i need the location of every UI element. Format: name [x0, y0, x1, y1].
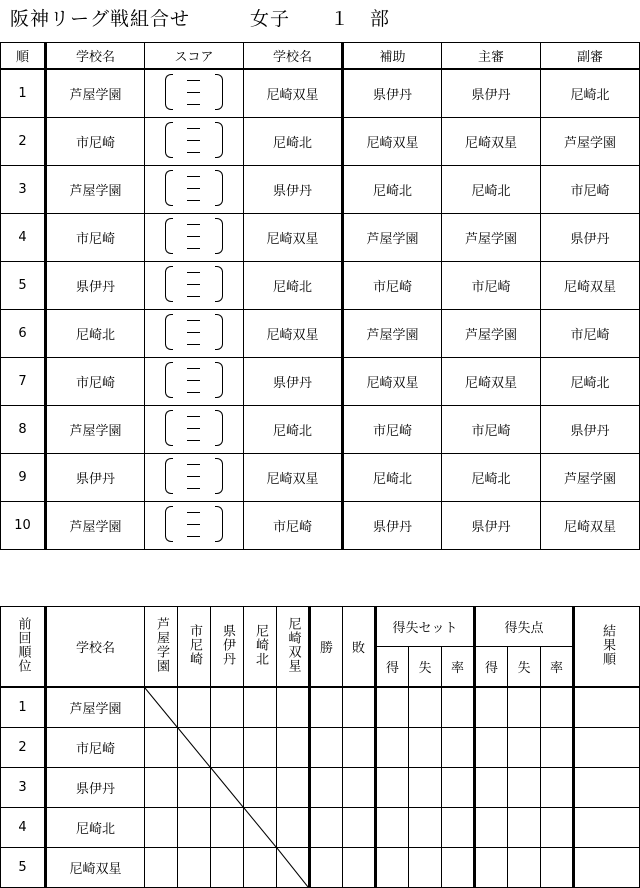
result-cell	[145, 768, 178, 808]
previous-rank: 2	[1, 728, 46, 768]
referee-team: 市尼崎	[442, 406, 541, 454]
result-cell	[277, 808, 310, 848]
wins-cell	[310, 848, 343, 888]
score-brackets	[165, 409, 223, 447]
score-cell	[145, 406, 244, 454]
table-row	[1, 310, 640, 358]
header-set-against: 失	[409, 647, 442, 688]
header-point-for: 得	[475, 647, 508, 688]
header-order: 順	[1, 43, 46, 70]
sub-referee-team: 尼崎北	[541, 69, 640, 118]
school-a: 市尼崎	[46, 214, 145, 262]
header-set-for: 得	[376, 647, 409, 688]
score-cell	[145, 214, 244, 262]
header-school-b: 学校名	[244, 43, 343, 70]
school-a: 尼崎北	[46, 310, 145, 358]
score-brackets	[165, 265, 223, 303]
referee-team: 県伊丹	[442, 502, 541, 550]
table-row	[1, 502, 640, 550]
aux-team: 芦屋学園	[343, 310, 442, 358]
aux-team: 尼崎北	[343, 166, 442, 214]
aux-team: 県伊丹	[343, 69, 442, 118]
table-row	[1, 69, 640, 118]
school-a: 市尼崎	[46, 358, 145, 406]
set-for-cell	[376, 848, 409, 888]
sub-referee-team: 尼崎双星	[541, 262, 640, 310]
score-cell	[145, 310, 244, 358]
point-against-cell	[508, 808, 541, 848]
score-brackets	[165, 217, 223, 255]
aux-team: 尼崎双星	[343, 358, 442, 406]
point-against-cell	[508, 687, 541, 728]
header-aux: 補助	[343, 43, 442, 70]
school-name: 県伊丹	[46, 768, 145, 808]
set-for-cell	[376, 728, 409, 768]
school-name: 市尼崎	[46, 728, 145, 768]
point-ratio-cell	[541, 728, 574, 768]
standings-row	[1, 808, 640, 848]
page-title: 阪神リーグ戦組合せ 女子 １ 部	[10, 8, 391, 30]
sub-referee-team: 県伊丹	[541, 406, 640, 454]
result-cell	[211, 808, 244, 848]
result-cell	[145, 848, 178, 888]
school-b: 市尼崎	[244, 502, 343, 550]
score-brackets	[165, 169, 223, 207]
set-against-cell	[409, 687, 442, 728]
school-a: 市尼崎	[46, 118, 145, 166]
point-ratio-cell	[541, 808, 574, 848]
point-for-cell	[475, 848, 508, 888]
header-opp-1: 市尼崎	[178, 607, 211, 688]
school-b: 尼崎双星	[244, 214, 343, 262]
header-referee: 主審	[442, 43, 541, 70]
school-b: 尼崎北	[244, 262, 343, 310]
result-cell	[211, 687, 244, 728]
score-brackets	[165, 73, 223, 111]
header-opp-2: 県伊丹	[211, 607, 244, 688]
set-against-cell	[409, 768, 442, 808]
score-cell	[145, 166, 244, 214]
standings-row	[1, 848, 640, 888]
result-cell	[178, 808, 211, 848]
result-cell	[178, 768, 211, 808]
table-row	[1, 406, 640, 454]
result-cell	[145, 808, 178, 848]
previous-rank: 3	[1, 768, 46, 808]
referee-team: 芦屋学園	[442, 310, 541, 358]
school-b: 尼崎北	[244, 406, 343, 454]
school-b: 尼崎双星	[244, 310, 343, 358]
aux-team: 尼崎双星	[343, 118, 442, 166]
wins-cell	[310, 728, 343, 768]
wins-cell	[310, 808, 343, 848]
match-number: 8	[1, 406, 46, 454]
header-opp-0: 芦屋学園	[145, 607, 178, 688]
sub-referee-team: 芦屋学園	[541, 118, 640, 166]
final-rank-cell	[574, 728, 640, 768]
match-number: 4	[1, 214, 46, 262]
result-cell	[244, 728, 277, 768]
wins-cell	[310, 687, 343, 728]
final-rank-cell	[574, 687, 640, 728]
score-brackets	[165, 313, 223, 351]
school-a: 県伊丹	[46, 262, 145, 310]
point-ratio-cell	[541, 848, 574, 888]
match-number: 3	[1, 166, 46, 214]
header-point-diff: 得失点	[475, 607, 574, 647]
school-b: 尼崎北	[244, 118, 343, 166]
self-match-cell	[244, 808, 277, 848]
table-row	[1, 166, 640, 214]
set-for-cell	[376, 687, 409, 728]
score-brackets	[165, 361, 223, 399]
score-brackets	[165, 505, 223, 543]
referee-team: 市尼崎	[442, 262, 541, 310]
sub-referee-team: 芦屋学園	[541, 454, 640, 502]
referee-team: 尼崎北	[442, 166, 541, 214]
header-score: スコア	[145, 43, 244, 70]
sub-referee-team: 県伊丹	[541, 214, 640, 262]
point-ratio-cell	[541, 768, 574, 808]
result-cell	[178, 848, 211, 888]
header-point-against: 失	[508, 647, 541, 688]
header-previous-rank: 前回順位	[1, 607, 46, 688]
match-number: 7	[1, 358, 46, 406]
standings-row	[1, 728, 640, 768]
self-match-cell	[178, 728, 211, 768]
standings-row	[1, 768, 640, 808]
schedule-header-row	[1, 43, 640, 70]
aux-team: 尼崎北	[343, 454, 442, 502]
set-against-cell	[409, 848, 442, 888]
school-b: 県伊丹	[244, 358, 343, 406]
result-cell	[277, 687, 310, 728]
header-point-ratio: 率	[541, 647, 574, 688]
school-a: 芦屋学園	[46, 69, 145, 118]
match-number: 9	[1, 454, 46, 502]
wins-cell	[310, 768, 343, 808]
result-cell	[244, 768, 277, 808]
point-for-cell	[475, 808, 508, 848]
set-ratio-cell	[442, 848, 475, 888]
header-result: 結果順	[574, 607, 640, 688]
losses-cell	[343, 768, 376, 808]
table-row	[1, 214, 640, 262]
point-against-cell	[508, 728, 541, 768]
final-rank-cell	[574, 848, 640, 888]
header-school: 学校名	[46, 607, 145, 688]
self-match-cell	[277, 848, 310, 888]
aux-team: 芦屋学園	[343, 214, 442, 262]
table-row	[1, 118, 640, 166]
table-row	[1, 454, 640, 502]
set-ratio-cell	[442, 687, 475, 728]
aux-team: 県伊丹	[343, 502, 442, 550]
header-loss: 敗	[343, 607, 376, 688]
losses-cell	[343, 848, 376, 888]
result-cell	[211, 848, 244, 888]
aux-team: 市尼崎	[343, 262, 442, 310]
sub-referee-team: 市尼崎	[541, 310, 640, 358]
aux-team: 市尼崎	[343, 406, 442, 454]
school-a: 芦屋学園	[46, 166, 145, 214]
header-set-diff: 得失セット	[376, 607, 475, 647]
table-row	[1, 262, 640, 310]
match-number: 10	[1, 502, 46, 550]
point-for-cell	[475, 687, 508, 728]
point-for-cell	[475, 728, 508, 768]
school-a: 芦屋学園	[46, 502, 145, 550]
sub-referee-team: 市尼崎	[541, 166, 640, 214]
self-match-cell	[211, 768, 244, 808]
school-a: 芦屋学園	[46, 406, 145, 454]
score-cell	[145, 262, 244, 310]
score-cell	[145, 454, 244, 502]
previous-rank: 5	[1, 848, 46, 888]
match-number: 6	[1, 310, 46, 358]
referee-team: 尼崎双星	[442, 118, 541, 166]
school-name: 芦屋学園	[46, 687, 145, 728]
set-for-cell	[376, 768, 409, 808]
losses-cell	[343, 687, 376, 728]
final-rank-cell	[574, 768, 640, 808]
self-match-cell	[145, 687, 178, 728]
referee-team: 尼崎双星	[442, 358, 541, 406]
school-name: 尼崎双星	[46, 848, 145, 888]
result-cell	[277, 768, 310, 808]
header-opp-3: 尼崎北	[244, 607, 277, 688]
header-set-ratio: 率	[442, 647, 475, 688]
standings-row	[1, 687, 640, 728]
match-number: 5	[1, 262, 46, 310]
set-ratio-cell	[442, 808, 475, 848]
point-ratio-cell	[541, 687, 574, 728]
score-cell	[145, 358, 244, 406]
losses-cell	[343, 808, 376, 848]
score-brackets	[165, 457, 223, 495]
league-standings-table	[0, 606, 640, 888]
school-a: 県伊丹	[46, 454, 145, 502]
header-win: 勝	[310, 607, 343, 688]
sub-referee-team: 尼崎北	[541, 358, 640, 406]
score-cell	[145, 69, 244, 118]
result-cell	[211, 728, 244, 768]
score-cell	[145, 118, 244, 166]
match-number: 1	[1, 69, 46, 118]
table-row	[1, 358, 640, 406]
referee-team: 尼崎北	[442, 454, 541, 502]
match-schedule-table	[0, 42, 640, 550]
point-against-cell	[508, 848, 541, 888]
school-name: 尼崎北	[46, 808, 145, 848]
school-b: 県伊丹	[244, 166, 343, 214]
previous-rank: 4	[1, 808, 46, 848]
point-against-cell	[508, 768, 541, 808]
result-cell	[178, 687, 211, 728]
referee-team: 県伊丹	[442, 69, 541, 118]
school-b: 尼崎双星	[244, 454, 343, 502]
previous-rank: 1	[1, 687, 46, 728]
losses-cell	[343, 728, 376, 768]
set-against-cell	[409, 808, 442, 848]
result-cell	[277, 728, 310, 768]
sub-referee-team: 尼崎双星	[541, 502, 640, 550]
result-cell	[244, 687, 277, 728]
set-ratio-cell	[442, 728, 475, 768]
score-brackets	[165, 121, 223, 159]
referee-team: 芦屋学園	[442, 214, 541, 262]
score-cell	[145, 502, 244, 550]
final-rank-cell	[574, 808, 640, 848]
result-cell	[145, 728, 178, 768]
point-for-cell	[475, 768, 508, 808]
match-number: 2	[1, 118, 46, 166]
header-sub-referee: 副審	[541, 43, 640, 70]
school-b: 尼崎双星	[244, 69, 343, 118]
set-for-cell	[376, 808, 409, 848]
result-cell	[244, 848, 277, 888]
header-opp-4: 尼崎双星	[277, 607, 310, 688]
header-school-a: 学校名	[46, 43, 145, 70]
set-ratio-cell	[442, 768, 475, 808]
set-against-cell	[409, 728, 442, 768]
